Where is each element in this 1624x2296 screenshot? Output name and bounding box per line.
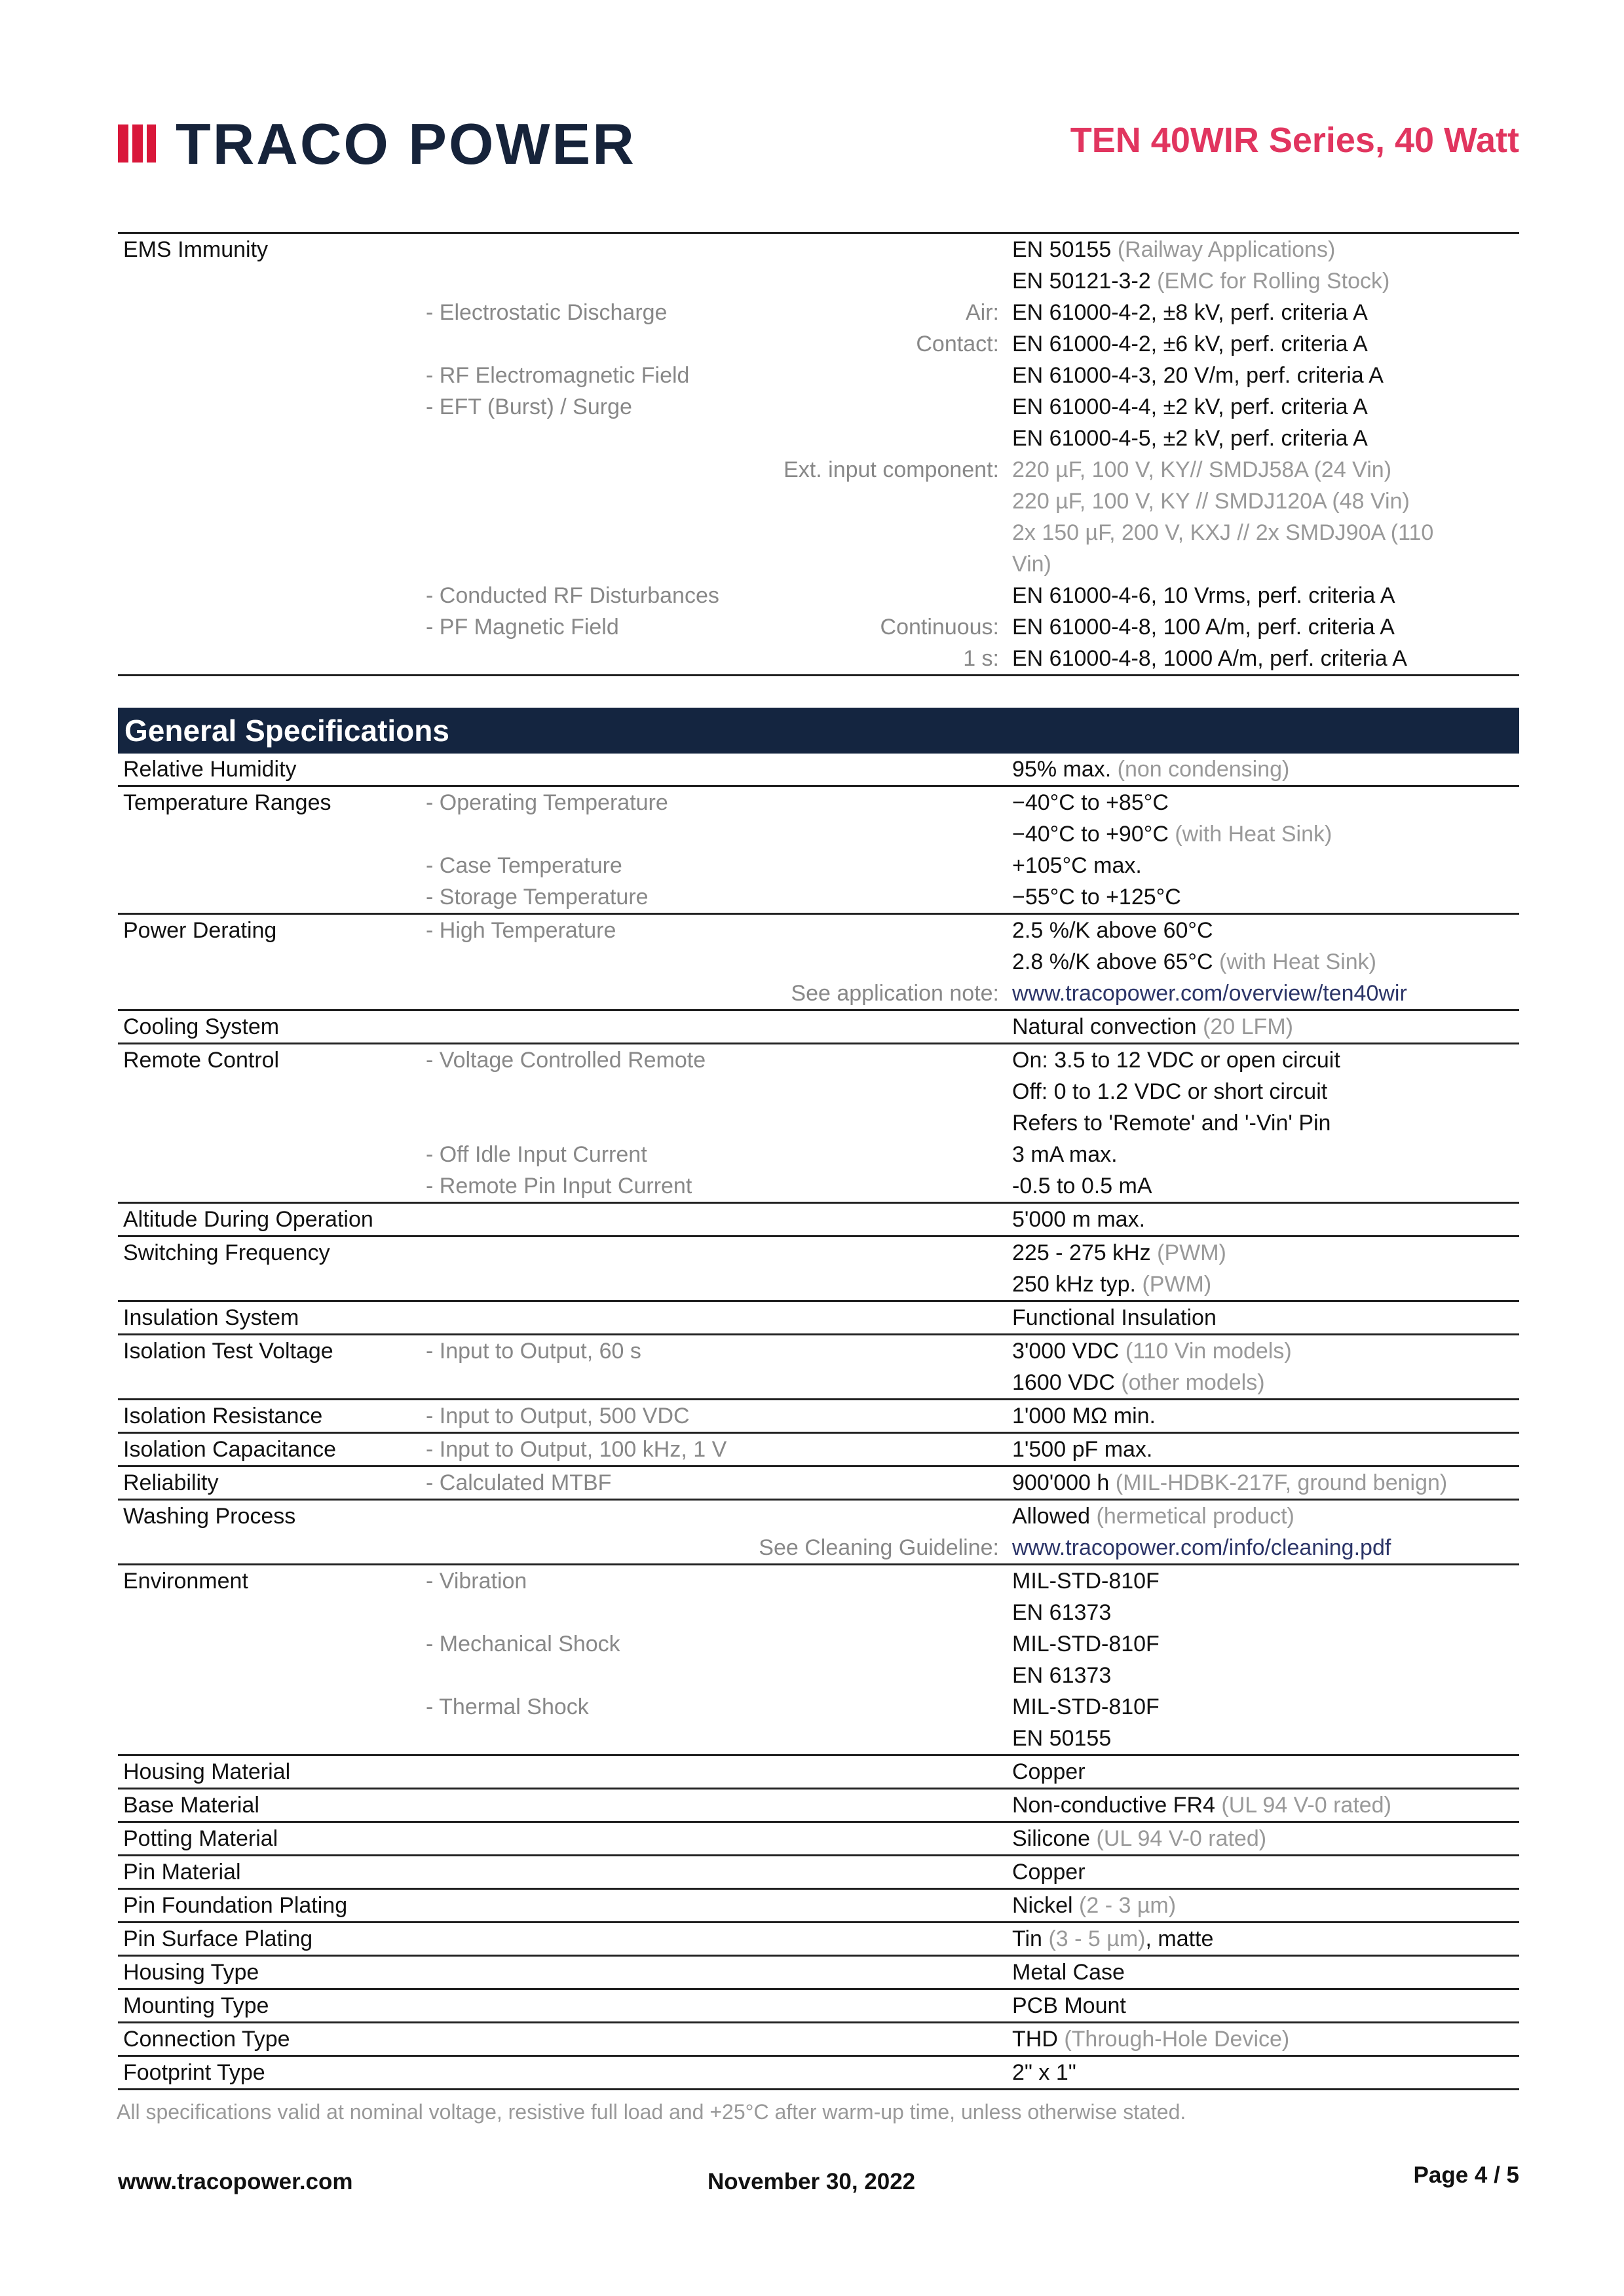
spec-line [118, 611, 1519, 643]
spec-line [118, 850, 1519, 881]
spec-condition: - PF Magnetic Field [426, 615, 619, 640]
spec-condition: - Operating Temperature [426, 790, 668, 815]
traco-logo-icon [118, 124, 156, 163]
spec-line [118, 1139, 1519, 1170]
spec-value-text: EN 61000-4-3, 20 V/m, perf. criteria A [1012, 363, 1384, 388]
spec-line [118, 1691, 1519, 1723]
spec-note: (with Heat Sink) [1175, 822, 1332, 847]
spec-row [118, 1467, 1519, 1501]
spec-label: Altitude During Operation [123, 1207, 373, 1232]
spec-label: Housing Type [123, 1960, 259, 1985]
spec-line [118, 1011, 1519, 1043]
spec-value [1012, 1789, 1391, 1821]
spec-label: Pin Foundation Plating [123, 1893, 348, 1918]
spec-qualifier: Contact: [916, 332, 999, 356]
spec-value [1012, 915, 1213, 946]
spec-line [118, 915, 1519, 946]
spec-note: (Through-Hole Device) [1064, 2027, 1290, 2052]
spec-value-text: 3 mA max. [1012, 1142, 1118, 1167]
spec-value-text: Functional Insulation [1012, 1305, 1217, 1330]
spec-note: (non condensing) [1117, 757, 1290, 782]
spec-qualifier: Continuous: [880, 615, 999, 640]
spec-value [1012, 1856, 1086, 1888]
spec-value-suffix: , matte [1145, 1926, 1214, 1951]
spec-line [118, 818, 1519, 850]
spec-line [118, 946, 1519, 978]
spec-value [1012, 580, 1395, 611]
brand-name: TRACO POWER [176, 111, 636, 176]
spec-value-text: Nickel [1012, 1893, 1073, 1918]
spec-label: Insulation System [123, 1305, 299, 1330]
footer-page-number: Page 4 / 5 [1413, 2162, 1519, 2188]
spec-value-text: Off: 0 to 1.2 VDC or short circuit [1012, 1079, 1328, 1104]
spec-condition: - Vibration [426, 1569, 527, 1594]
spec-value-text: Allowed [1012, 1504, 1091, 1529]
spec-value [1012, 1335, 1292, 1367]
spec-line [118, 234, 1519, 265]
spec-row [118, 1923, 1519, 1957]
spec-condition: - Conducted RF Disturbances [426, 583, 719, 608]
spec-label: Switching Frequency [123, 1240, 330, 1265]
spec-value [1012, 1890, 1176, 1921]
spec-label: Potting Material [123, 1826, 278, 1851]
spec-line [118, 1597, 1519, 1628]
spec-value [1012, 1302, 1217, 1333]
spec-value [1012, 391, 1368, 423]
spec-note: (MIL-HDBK-217F, ground benign) [1115, 1470, 1448, 1495]
spec-line [118, 1890, 1519, 1921]
spec-condition: - Voltage Controlled Remote [426, 1048, 706, 1073]
spec-condition: - Case Temperature [426, 853, 622, 878]
spec-qualifier: Air: [966, 300, 999, 325]
spec-value [1012, 1628, 1160, 1660]
spec-value-text: 95% max. [1012, 757, 1112, 782]
spec-value-text: 225 - 275 kHz [1012, 1240, 1151, 1265]
spec-line [118, 1923, 1519, 1955]
spec-line [118, 517, 1519, 548]
spec-note: 220 µF, 100 V, KY// SMDJ58A (24 Vin) [1012, 457, 1392, 482]
spec-value-text: www.tracopower.com/overview/ten40wir [1012, 981, 1407, 1006]
spec-value [1012, 1923, 1213, 1955]
spec-note: (20 LFM) [1203, 1014, 1293, 1039]
spec-condition: - Storage Temperature [426, 885, 649, 909]
spec-line [118, 1269, 1519, 1300]
spec-value [1012, 1107, 1331, 1139]
spec-value-text: Refers to 'Remote' and '-Vin' Pin [1012, 1111, 1331, 1136]
spec-value-text: 1'000 MΩ min. [1012, 1404, 1156, 1428]
spec-row [118, 1011, 1519, 1044]
footer-date: November 30, 2022 [708, 2169, 916, 2194]
spec-note: 2x 150 µF, 200 V, KXJ // 2x SMDJ90A (110 [1012, 520, 1434, 545]
spec-line [118, 1756, 1519, 1788]
spec-value [1012, 517, 1433, 548]
spec-line [118, 1335, 1519, 1367]
spec-condition: - Thermal Shock [426, 1694, 589, 1719]
spec-value [1012, 423, 1368, 454]
spec-row [118, 2057, 1519, 2090]
spec-value-text: Silicone [1012, 1826, 1091, 1851]
spec-value [1012, 1501, 1294, 1532]
spec-value [1012, 611, 1395, 643]
specifications-footnote: All specifications valid at nominal voltage, resistive full load and +25°C after warm-up time, unless otherwise stated. [117, 2100, 1186, 2124]
spec-qualifier: 1 s: [963, 646, 999, 671]
spec-value-text: EN 61000-4-2, ±8 kV, perf. criteria A [1012, 300, 1368, 325]
spec-line [118, 423, 1519, 454]
spec-row [118, 1789, 1519, 1823]
spec-value-text: −55°C to +125°C [1012, 885, 1181, 909]
spec-label: Isolation Resistance [123, 1404, 323, 1428]
spec-value-text: 250 kHz typ. [1012, 1272, 1136, 1297]
spec-value-text: EN 50155 [1012, 237, 1112, 262]
spec-condition: - Input to Output, 100 kHz, 1 V [426, 1437, 727, 1462]
spec-line [118, 1076, 1519, 1107]
spec-label: Housing Material [123, 1759, 291, 1784]
spec-value [1012, 881, 1181, 913]
spec-condition: - Calculated MTBF [426, 1470, 612, 1495]
spec-value-text: EN 61000-4-2, ±6 kV, perf. criteria A [1012, 332, 1368, 356]
spec-line [118, 297, 1519, 328]
spec-label: Environment [123, 1569, 248, 1594]
spec-label: Cooling System [123, 1014, 280, 1039]
spec-line [118, 1501, 1519, 1532]
spec-value [1012, 1660, 1111, 1691]
spec-line [118, 1789, 1519, 1821]
spec-line [118, 2023, 1519, 2055]
spec-line [118, 391, 1519, 423]
spec-value [1012, 360, 1384, 391]
spec-condition: - High Temperature [426, 918, 616, 943]
spec-note: Vin) [1012, 552, 1051, 577]
spec-value [1012, 1139, 1118, 1170]
page-header [118, 105, 1519, 183]
spec-link[interactable] [1012, 978, 1407, 1009]
spec-qualifier: See application note: [791, 981, 999, 1006]
spec-row [118, 754, 1519, 787]
spec-line [118, 1302, 1519, 1333]
spec-line [118, 360, 1519, 391]
spec-value [1012, 1269, 1211, 1300]
spec-line [118, 754, 1519, 785]
spec-label: Remote Control [123, 1048, 280, 1073]
spec-row [118, 1823, 1519, 1856]
spec-label: Isolation Test Voltage [123, 1339, 333, 1364]
spec-line [118, 1237, 1519, 1269]
spec-label: EMS Immunity [123, 237, 269, 262]
spec-value-text: +105°C max. [1012, 853, 1142, 878]
spec-line [118, 643, 1519, 674]
spec-value [1012, 1756, 1086, 1788]
spec-value [1012, 2057, 1076, 2088]
spec-value [1012, 1011, 1293, 1043]
spec-note: (2 - 3 µm) [1079, 1893, 1177, 1918]
spec-row [118, 1400, 1519, 1434]
spec-value [1012, 754, 1289, 785]
spec-row [118, 1204, 1519, 1237]
spec-value-text: Copper [1012, 1759, 1086, 1784]
spec-line [118, 1723, 1519, 1754]
spec-row [118, 1856, 1519, 1890]
spec-line [118, 1628, 1519, 1660]
spec-qualifier: See Cleaning Guideline: [759, 1535, 999, 1560]
general-specifications-header [118, 708, 1519, 754]
spec-value-text: 1'500 pF max. [1012, 1437, 1153, 1462]
spec-value-text: 2" x 1" [1012, 2060, 1076, 2085]
spec-condition: - Mechanical Shock [426, 1632, 620, 1656]
spec-row [118, 787, 1519, 915]
spec-value [1012, 1957, 1125, 1988]
spec-value-text: 2.5 %/K above 60°C [1012, 918, 1213, 943]
spec-row [118, 1565, 1519, 1756]
spec-line [118, 1660, 1519, 1691]
spec-value-text: EN 61000-4-5, ±2 kV, perf. criteria A [1012, 426, 1368, 451]
spec-row [118, 1302, 1519, 1335]
spec-line [118, 1565, 1519, 1597]
spec-value-text: EN 61000-4-8, 1000 A/m, perf. criteria A [1012, 646, 1407, 671]
spec-value [1012, 1400, 1156, 1432]
spec-value [1012, 1076, 1327, 1107]
spec-row [118, 1501, 1519, 1565]
spec-value-text: 2.8 %/K above 65°C [1012, 949, 1213, 974]
spec-condition: - EFT (Burst) / Surge [426, 394, 632, 419]
spec-value-text: Copper [1012, 1860, 1086, 1885]
spec-note: (Railway Applications) [1117, 237, 1336, 262]
general-specifications-table [118, 754, 1519, 2090]
spec-value [1012, 818, 1332, 850]
spec-value-text: 3'000 VDC [1012, 1339, 1120, 1364]
spec-value [1012, 1204, 1145, 1235]
spec-value-text: THD [1012, 2027, 1058, 2052]
spec-line [118, 1367, 1519, 1398]
spec-value-text: MIL-STD-810F [1012, 1694, 1160, 1719]
spec-value [1012, 1565, 1160, 1597]
spec-label: Pin Material [123, 1860, 241, 1885]
spec-value-text: Non-conductive FR4 [1012, 1793, 1215, 1818]
spec-label: Relative Humidity [123, 757, 297, 782]
spec-value [1012, 2023, 1289, 2055]
spec-value-text: Natural convection [1012, 1014, 1197, 1039]
spec-note: (EMC for Rolling Stock) [1157, 269, 1390, 294]
spec-row [118, 1434, 1519, 1467]
spec-value [1012, 1723, 1111, 1754]
spec-value [1012, 1597, 1111, 1628]
spec-label: Washing Process [123, 1504, 296, 1529]
spec-value [1012, 1691, 1160, 1723]
spec-line [118, 1434, 1519, 1465]
spec-value [1012, 1823, 1266, 1854]
spec-value-text: MIL-STD-810F [1012, 1632, 1160, 1656]
spec-value-text: EN 61373 [1012, 1600, 1112, 1625]
spec-value-text: EN 61000-4-8, 100 A/m, perf. criteria A [1012, 615, 1395, 640]
spec-value-text: 900'000 h [1012, 1470, 1110, 1495]
spec-qualifier: Ext. input component: [784, 457, 999, 482]
spec-value [1012, 1170, 1152, 1202]
spec-line [118, 1044, 1519, 1076]
spec-label: Power Derating [123, 918, 277, 943]
spec-label: Pin Surface Plating [123, 1926, 313, 1951]
footer-website: www.tracopower.com [118, 2169, 353, 2194]
spec-row [118, 915, 1519, 1011]
spec-label: Base Material [123, 1793, 259, 1818]
spec-value-text: EN 61000-4-6, 10 Vrms, perf. criteria A [1012, 583, 1395, 608]
spec-value-text: -0.5 to 0.5 mA [1012, 1174, 1152, 1198]
spec-value [1012, 643, 1407, 674]
spec-line [118, 454, 1519, 486]
spec-condition: - Input to Output, 60 s [426, 1339, 641, 1364]
spec-note: (other models) [1121, 1370, 1265, 1395]
spec-value-text: 1600 VDC [1012, 1370, 1115, 1395]
spec-value [1012, 1467, 1447, 1499]
spec-row [118, 1237, 1519, 1302]
spec-line [118, 1204, 1519, 1235]
spec-value [1012, 486, 1410, 517]
spec-label: Mounting Type [123, 1993, 269, 2018]
spec-label: Footprint Type [123, 2060, 265, 2085]
spec-label: Connection Type [123, 2027, 290, 2052]
spec-value [1012, 297, 1368, 328]
spec-note: (UL 94 V-0 rated) [1096, 1826, 1267, 1851]
spec-line [118, 328, 1519, 360]
spec-value-text: EN 61373 [1012, 1663, 1112, 1688]
spec-line [118, 2057, 1519, 2088]
spec-note: (UL 94 V-0 rated) [1221, 1793, 1391, 1818]
spec-note: (PWM) [1142, 1272, 1212, 1297]
spec-value [1012, 1044, 1340, 1076]
spec-value-text: PCB Mount [1012, 1993, 1126, 2018]
spec-note: (hermetical product) [1096, 1504, 1294, 1529]
spec-line [118, 1107, 1519, 1139]
ems-immunity-table [118, 232, 1519, 676]
spec-row [118, 1890, 1519, 1923]
spec-label: Temperature Ranges [123, 790, 331, 815]
spec-condition: - Remote Pin Input Current [426, 1174, 692, 1198]
spec-note: (PWM) [1157, 1240, 1226, 1265]
spec-row [118, 1044, 1519, 1204]
spec-value [1012, 1990, 1126, 2021]
spec-line [118, 1532, 1519, 1563]
spec-value-text: 5'000 m max. [1012, 1207, 1146, 1232]
spec-link[interactable] [1012, 1532, 1391, 1563]
spec-line [118, 1823, 1519, 1854]
spec-value [1012, 946, 1376, 978]
spec-line [118, 265, 1519, 297]
spec-value-text: EN 61000-4-4, ±2 kV, perf. criteria A [1012, 394, 1368, 419]
spec-value [1012, 787, 1169, 818]
spec-line [118, 1990, 1519, 2021]
spec-value [1012, 1367, 1265, 1398]
spec-value [1012, 1237, 1226, 1269]
spec-value-text: On: 3.5 to 12 VDC or open circuit [1012, 1048, 1340, 1073]
spec-row [118, 1990, 1519, 2023]
spec-note: (3 - 5 µm) [1048, 1926, 1146, 1951]
spec-value-text: Metal Case [1012, 1960, 1125, 1985]
spec-condition: - Off Idle Input Current [426, 1142, 647, 1167]
spec-note: (110 Vin models) [1125, 1339, 1292, 1364]
spec-row [118, 1335, 1519, 1400]
spec-value-text: Tin [1012, 1926, 1042, 1951]
spec-note: 220 µF, 100 V, KY // SMDJ120A (48 Vin) [1012, 489, 1410, 514]
spec-line [118, 1467, 1519, 1499]
spec-value-text: −40°C to +85°C [1012, 790, 1169, 815]
spec-line [118, 881, 1519, 913]
spec-line [118, 1170, 1519, 1202]
series-title: TEN 40WIR Series, 40 Watt [1070, 121, 1519, 160]
spec-condition: - Electrostatic Discharge [426, 300, 668, 325]
spec-label: Isolation Capacitance [123, 1437, 337, 1462]
spec-row [118, 2023, 1519, 2057]
spec-value-text: EN 50121-3-2 [1012, 269, 1151, 294]
spec-label: Reliability [123, 1470, 219, 1495]
spec-line [118, 787, 1519, 818]
ems-immunity-row [118, 232, 1519, 676]
spec-value [1012, 850, 1142, 881]
spec-value [1012, 328, 1368, 360]
spec-value [1012, 234, 1335, 265]
spec-line [118, 1400, 1519, 1432]
spec-value-text: −40°C to +90°C [1012, 822, 1169, 847]
spec-condition: - Input to Output, 500 VDC [426, 1404, 690, 1428]
spec-line [118, 548, 1519, 580]
spec-line [118, 1957, 1519, 1988]
section-title: General Specifications [124, 714, 449, 748]
spec-row [118, 1957, 1519, 1990]
spec-note: (with Heat Sink) [1219, 949, 1376, 974]
spec-value-text: MIL-STD-810F [1012, 1569, 1160, 1594]
spec-line [118, 978, 1519, 1009]
spec-row [118, 1756, 1519, 1789]
spec-value [1012, 548, 1051, 580]
spec-line [118, 1856, 1519, 1888]
spec-line [118, 580, 1519, 611]
spec-value [1012, 265, 1389, 297]
spec-value-text: www.tracopower.com/info/cleaning.pdf [1012, 1535, 1391, 1560]
spec-value [1012, 454, 1391, 486]
spec-condition: - RF Electromagnetic Field [426, 363, 690, 388]
spec-value-text: EN 50155 [1012, 1726, 1112, 1751]
spec-line [118, 486, 1519, 517]
spec-value [1012, 1434, 1152, 1465]
